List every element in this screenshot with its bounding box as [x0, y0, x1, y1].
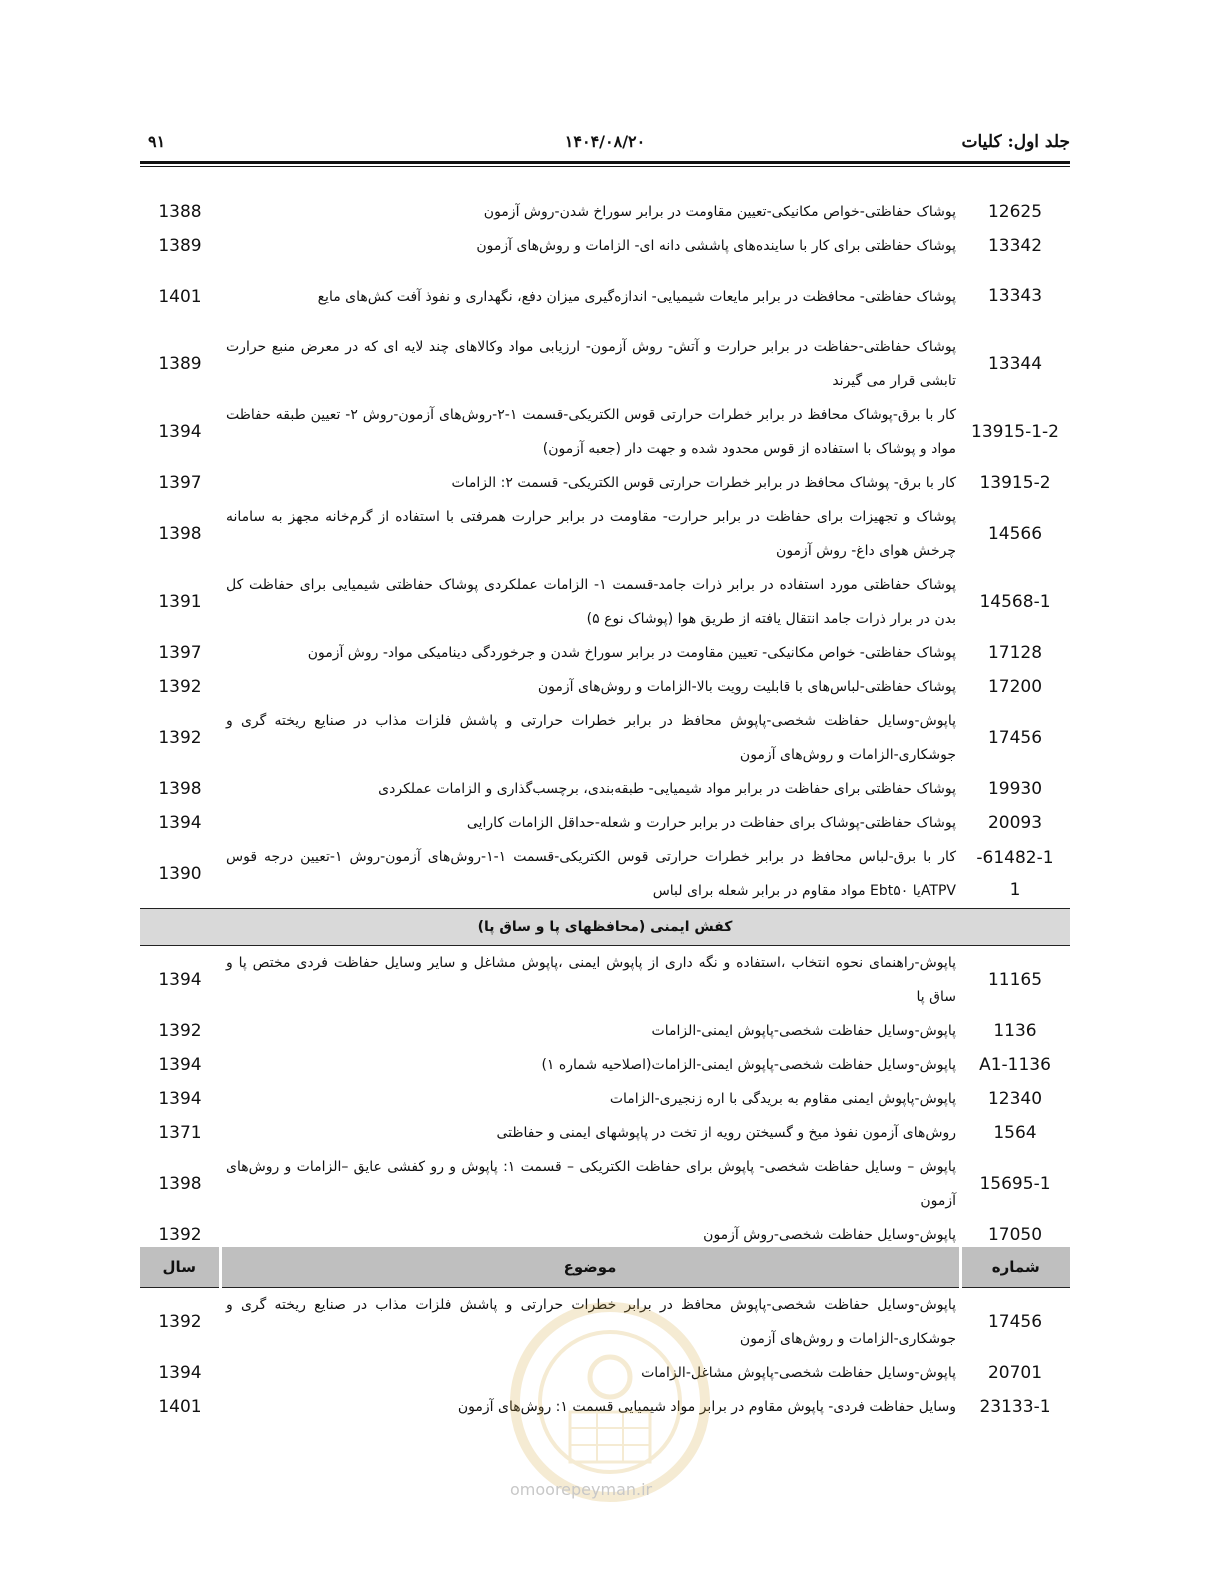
header-number: شماره [960, 1247, 1070, 1288]
header-year: سال [140, 1247, 220, 1288]
standards-rows-safety-footwear [140, 946, 1070, 1253]
standard-year: 1388 [158, 202, 202, 222]
standards-table-main [140, 195, 1070, 1252]
standard-number: 1136 [993, 1020, 1037, 1041]
standard-subject: پوشاک حفاظتی- خواص مکانیکی- تعیین مقاومت در برابر سوراخ شدن و جرخوردگی دینامیکی مواد- روش آزمون [307, 645, 956, 661]
standard-number: 23133-1 [979, 1396, 1051, 1417]
table-row [140, 1082, 1070, 1116]
standard-number: 14568-1 [979, 591, 1051, 612]
standard-number: 17456 [987, 1311, 1043, 1332]
standard-subject: پوشاک حفاظتی-حفاظت در برابر حرارت و آتش- روش آزمون- ارزیابی مواد وکالاهای چند لایه ای که در معرض منبع حرارت تابشی قرار می گیرند [226, 339, 956, 389]
standard-number: 19930 [987, 778, 1043, 799]
standard-number: -61482-1 1 [976, 848, 1054, 900]
standard-year: 1394 [158, 1363, 202, 1383]
standard-subject: پوشاک حفاظتی مورد استفاده در برابر ذرات جامد-قسمت ۱- الزامات عملکردی پوشاک حفاظتی شیمیایی برای حفاظت کل بدن در برار ذرات جامد انتقال یافته از طریق هوا (پوشاک نوع ۵) [226, 577, 956, 627]
standard-year: 1394 [158, 1089, 202, 1109]
page-number: ۹۱ [148, 132, 166, 151]
standard-year: 1392 [158, 677, 202, 697]
standard-subject: کار با برق-پوشاک محافظ در برابر خطرات حرارتی قوس الکتریکی-قسمت ۱-۲-روش‌های آزمون-روش ۲- تعیین طبقه حفاظت مواد و پوشاک با استفاده از قوس محدود شده و جهت دار (جعبه آزمون) [226, 407, 956, 457]
header-date: ۱۴۰۴/۰۸/۲۰ [564, 132, 646, 151]
table-row [140, 670, 1070, 704]
table-row [140, 330, 1070, 398]
standard-year: 1390 [158, 864, 202, 884]
standard-year: 1397 [158, 643, 202, 663]
standard-year: 1398 [158, 524, 202, 544]
standard-subject: کار با برق- پوشاک محافظ در برابر خطرات حرارتی قوس الکتریکی- قسمت ۲: الزامات [451, 475, 956, 491]
table-row [140, 1116, 1070, 1150]
standard-number: 13915-1-2 [971, 421, 1059, 442]
standard-year: 1401 [158, 1397, 202, 1417]
standard-number: 20701 [987, 1362, 1043, 1383]
table-row [140, 568, 1070, 636]
standard-year: 1392 [158, 1021, 202, 1041]
standard-year: 1391 [158, 592, 202, 612]
standard-subject: پوشاک و تجهیزات برای حفاظت در برابر حرارت- مقاومت در برابر حرارت همرفتی با استفاده از گرم‌خانه مجهز به سامانه چرخش هوای داغ- روش آزمون [226, 509, 956, 559]
table-row [140, 1048, 1070, 1082]
standard-subject: پاپوش-وسایل حفاظت شخصی-پاپوش محافظ در برابر خطرات حرارتی و پاشش فلزات مذاب در صنایع ریخته گری و جوشکاری-الزامات و روش‌های آزمون [226, 713, 956, 763]
standard-subject: پوشاک حفاظتی برای کار با ساینده‌های پاششی دانه ای- الزامات و روش‌های آزمون [476, 238, 956, 254]
table-row [140, 500, 1070, 568]
standard-number: 13344 [987, 353, 1043, 374]
header-subject: موضوع [220, 1247, 960, 1288]
standard-subject: پوشاک حفاظتی برای حفاظت در برابر مواد شیمیایی- طبقه‌بندی، برچسب‌گذاری و الزامات عملکردی [378, 781, 956, 797]
table-row [140, 772, 1070, 806]
standard-number: 14566 [987, 523, 1043, 544]
standard-year: 1389 [158, 236, 202, 256]
standard-year: 1392 [158, 1225, 202, 1245]
standard-number: 1564 [993, 1122, 1037, 1143]
standard-number: 13343 [987, 286, 1043, 306]
standard-subject: پوشاک حفاظتی-لباس‌های با قابلیت رویت بالا-الزامات و روش‌های آزمون [537, 679, 956, 695]
standard-year: 1394 [158, 422, 202, 442]
standard-subject: وسایل حفاظت فردی- پاپوش مقاوم در برابر مواد شیمیایی قسمت ۱: روش‌های آزمون [457, 1399, 956, 1415]
header-rule-thin [140, 166, 1070, 167]
page-header [140, 130, 1070, 164]
table-row [140, 398, 1070, 466]
category-title: کفش ایمنی (محافظهای پا و ساق پا) [140, 909, 1070, 946]
standard-year: 1398 [158, 779, 202, 799]
table-row [140, 1150, 1070, 1218]
table-row [140, 263, 1070, 330]
standard-year: 1398 [158, 1174, 202, 1194]
standard-number: 17128 [987, 642, 1043, 663]
standard-number: 12625 [987, 201, 1043, 222]
standard-subject: کار با برق-لباس محافظ در برابر خطرات حرارتی قوس الکتریکی-قسمت ۱-۱-روش‌های آزمون-روش ۱-تعیین درجه قوس ATPVیا Ebt۵۰ مواد مقاوم در برابر شعله برای لباس [226, 849, 956, 899]
volume-title: جلد اول: کلیات [961, 132, 1070, 152]
standard-number: 13915-2 [979, 472, 1051, 493]
standard-number: 15695-1 [979, 1173, 1051, 1194]
standard-subject: پوشاک حفاظتی-خواص مکانیکی-تعیین مقاومت در برابر سوراخ شدن-روش آزمون [483, 204, 956, 220]
standard-year: 1392 [158, 1312, 202, 1332]
standard-subject: پوشاک حفاظتی- محافظت در برابر مایعات شیمیایی- اندازه‌گیری میزان دفع، نگهداری و نفوذ آفت کش‌های مایع [317, 288, 956, 305]
standard-number: 17456 [987, 727, 1043, 748]
standard-year: 1394 [158, 970, 202, 990]
standard-number: 13342 [987, 235, 1043, 256]
table-row [140, 195, 1070, 229]
standard-subject: پاپوش-پاپوش ایمنی مقاوم به بریدگی با اره زنجیری-الزامات [609, 1091, 956, 1107]
table-row [140, 636, 1070, 670]
table-row [140, 840, 1070, 909]
standard-number: 17200 [987, 676, 1043, 697]
standard-subject: پاپوش-راهنمای نحوه انتخاب ،استفاده و نگه داری از پاپوش ایمنی ،پاپوش مشاغل و سایر وسایل حفاظت فردی مختص پا و ساق پا [226, 955, 956, 1005]
standard-year: 1394 [158, 813, 202, 833]
standard-number: 17050 [987, 1224, 1043, 1245]
table-row [140, 1014, 1070, 1048]
standard-year: 1394 [158, 1055, 202, 1075]
table-row [140, 229, 1070, 263]
standards-rows-protective-clothing [140, 195, 1070, 909]
category-row [140, 909, 1070, 946]
standard-number: 12340 [987, 1088, 1043, 1109]
table-row [140, 946, 1070, 1015]
standard-subject: پاپوش-وسایل حفاظت شخصی-پاپوش ایمنی-الزامات(اصلاحیه شماره ۱) [541, 1057, 956, 1073]
header-rule-thick [140, 161, 1070, 164]
standard-year: 1371 [158, 1123, 202, 1143]
standard-year: 1389 [158, 354, 202, 374]
standard-subject: پاپوش – وسایل حفاظت شخصی- پاپوش برای حفاظت الکتریکی – قسمت ۱: پاپوش و رو کفشی عایق –الزامات و روش‌های آزمون [226, 1159, 956, 1209]
standard-subject: پوشاک حفاظتی-پوشاک برای حفاظت در برابر حرارت و شعله-حداقل الزامات کارایی [466, 815, 956, 831]
category-section [140, 909, 1070, 946]
standard-number: 11165 [987, 969, 1043, 990]
standard-subject: روش‌های آزمون نفوذ میخ و گسیختن رویه از تخت در پاپوشهای ایمنی و حفاظتی [496, 1125, 956, 1141]
standard-year: 1392 [158, 728, 202, 748]
table-row [140, 466, 1070, 500]
standard-subject: پاپوش-وسایل حفاظت شخصی-پاپوش محافظ در برابر خطرات حرارتی و پاشش فلزات مذاب در صنایع ریخته گری و جوشکاری-الزامات و روش‌های آزمون [226, 1297, 956, 1347]
standard-year: 1401 [158, 286, 202, 307]
standard-number: A1-1136 [979, 1054, 1051, 1075]
table-row [140, 806, 1070, 840]
standard-subject: پاپوش-وسایل حفاظت شخصی-پاپوش ایمنی-الزامات [651, 1023, 956, 1039]
standard-subject: پاپوش-وسایل حفاظت شخصی-روش آزمون [703, 1227, 956, 1243]
watermark-site: omoorepeyman.ir [510, 1480, 653, 1499]
standard-subject: پاپوش-وسایل حفاظت شخصی-پاپوش مشاغل-الزامات [641, 1365, 956, 1381]
standard-number: 20093 [987, 812, 1043, 833]
table-row [140, 704, 1070, 772]
standard-year: 1397 [158, 473, 202, 493]
